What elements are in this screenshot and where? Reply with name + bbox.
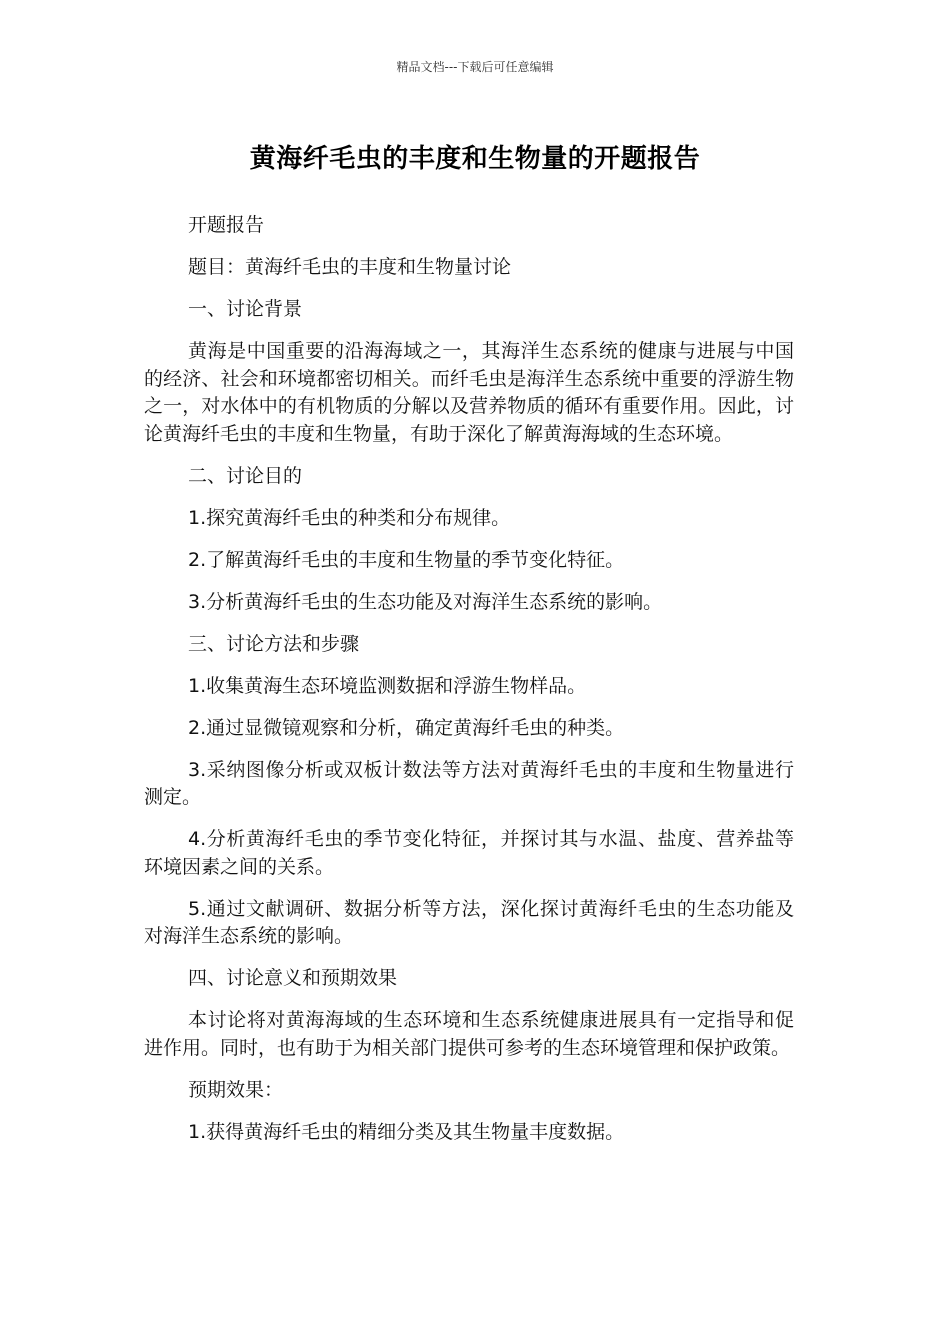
section-heading: 四、讨论意义和预期效果 (188, 967, 398, 989)
paragraph: 黄海是中国重要的沿海海域之一，其海洋生态系统的健康与进展与中国的经济、社会和环境都密切相关。而纤毛虫是海洋生态系统中重要的浮游生物之一，对水体中的有机物质的分解以及营养物质的循环有重要作用。因此，讨论黄海纤毛虫的丰度和生物量，有助于深化了解黄海海域的生态环境。 (144, 340, 794, 445)
list-item: 3.采纳图像分析或双板计数法等方法对黄海纤毛虫的丰度和生物量进行测定。 (144, 758, 794, 808)
list-item: 3.分析黄海纤毛虫的生态功能及对海洋生态系统的影响。 (188, 590, 663, 613)
paragraph: 开题报告 (188, 214, 265, 236)
section-heading: 二、讨论目的 (188, 464, 303, 487)
document-title: 黄海纤毛虫的丰度和生物量的开题报告 (249, 144, 701, 174)
paragraph: 预期效果： (188, 1078, 284, 1101)
list-item: 2.通过显微镜观察和分析，确定黄海纤毛虫的种类。 (188, 716, 625, 739)
section-heading: 三、讨论方法和步骤 (188, 632, 360, 655)
list-item: 1.获得黄海纤毛虫的精细分类及其生物量丰度数据。 (188, 1120, 625, 1143)
list-item: 4.分析黄海纤毛虫的季节变化特征，并探讨其与水温、盐度、营养盐等环境因素之间的关系。 (144, 828, 794, 878)
list-item: 1.探究黄海纤毛虫的种类和分布规律。 (188, 506, 511, 529)
document-body (144, 212, 794, 1161)
header-note: 精品文档---下载后可任意编辑 (396, 60, 554, 74)
paragraph: 题目：黄海纤毛虫的丰度和生物量讨论 (188, 256, 512, 278)
list-item: 5.通过文献调研、数据分析等方法，深化探讨黄海纤毛虫的生态功能及对海洋生态系统的影响。 (144, 897, 794, 947)
list-item: 1.收集黄海生态环境监测数据和浮游生物样品。 (188, 674, 587, 697)
section-heading: 一、讨论背景 (188, 298, 303, 320)
list-item: 2.了解黄海纤毛虫的丰度和生物量的季节变化特征。 (188, 548, 625, 571)
paragraph: 本讨论将对黄海海域的生态环境和生态系统健康进展具有一定指导和促进作用。同时，也有助于为相关部门提供可参考的生态环境管理和保护政策。 (144, 1009, 794, 1059)
